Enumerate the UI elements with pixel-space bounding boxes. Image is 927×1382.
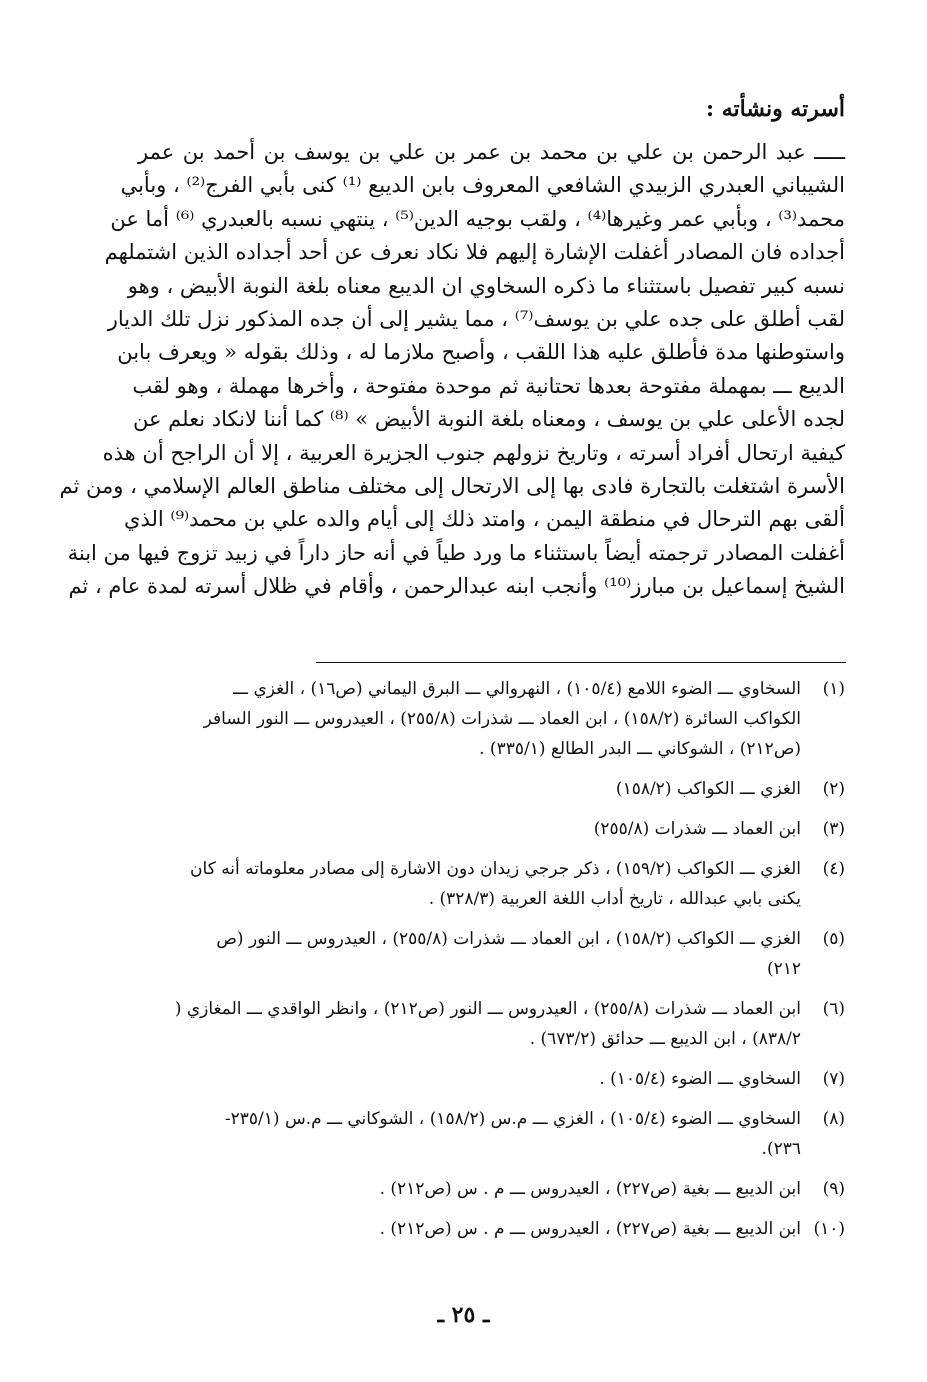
footnote-line: ابن الديبع ـــ بغية (ص٢٢٧) ، العيدروس ـــ م . س (ص٢١٢) .	[379, 1179, 801, 1199]
body-line: الشيخ إسماعيل بن مبارز⁽¹⁰⁾ وأنجب ابنه عبدالرحمن ، وأقام في ظلال أسرته لمدة عام ، ثم	[68, 574, 845, 599]
footnote-text	[138, 774, 801, 804]
footnote-line: يكنى بابي عبدالله ، تاريخ أداب اللغة العربية (٣٢٨/٣) .	[428, 889, 801, 909]
footnote-line: الغزي ـــ الكواكب (١٥٨/٢)	[615, 779, 801, 799]
footnote-line: الغزي ـــ الكواكب (١٥٩/٢) ، ذكر جرجي زيدان دون الاشارة إلى مصادر معلوماته أنه كان	[190, 859, 801, 879]
footnote	[138, 994, 845, 1054]
footnote-text	[138, 994, 801, 1054]
body-line: واستوطنها مدة فأطلق عليه هذا اللقب ، وأصبح ملازما له ، وذلك بقوله « ويعرف بابن	[117, 340, 845, 365]
footnote-text	[138, 674, 801, 764]
footnote	[138, 1174, 845, 1204]
footnote-text	[138, 1174, 801, 1204]
footnote	[138, 854, 845, 914]
body-text	[59, 136, 845, 603]
footnote-line: ابن العماد ـــ شذرات (٢٥٥/٨)	[593, 819, 801, 839]
page-number: ـ ٢٥ ـ	[437, 1302, 490, 1328]
footnote-text	[138, 1214, 801, 1244]
footnote-text	[138, 854, 801, 914]
footnote	[138, 674, 845, 764]
footnote-number: (٨)	[822, 1109, 845, 1129]
body-line: أجداده فان المصادر أغفلت الإشارة إليهم فلا نكاد نعرف عن أحد أجداده الذين اشتملهم	[104, 240, 845, 265]
body-line: كيفية ارتحال أفراد أسرته ، وتاريخ نزولهم جنوب الجزيرة العربية ، إلا أن الراجح أن هذه	[102, 440, 845, 465]
body-line: الديبع ـــ بمهملة مفتوحة بعدها تحتانية ثم موحدة مفتوحة ، وأخرها مهملة ، وهو لقب	[132, 373, 845, 398]
body-line: نسبه كبير تفصيل باستثناء ما ذكره السخاوي ان الديبع معناه بلغة النوبة الأبيض ، وهو	[127, 273, 845, 298]
body-line: محمد⁽³⁾ ، وبأبي عمر وغيرها⁽⁴⁾ ، ولقب بوجيه الدين⁽⁵⁾ ، ينتهي نسبه بالعبدري ⁽⁶⁾ أما عن	[110, 206, 845, 231]
footnote-number: (١)	[822, 679, 845, 699]
footnote-line: السخاوي ـــ الضوء اللامع (١٠٥/٤) ، النهروالي ـــ البرق اليماني (ص١٦) ، الغزي ـــ	[233, 679, 801, 699]
footnote-text	[138, 1104, 801, 1164]
footnote-line: السخاوي ـــ الضوء (١٠٥/٤) .	[599, 1069, 801, 1089]
body-line: ـــــ عبد الرحمن بن علي بن محمد بن عمر بن علي بن يوسف بن أحمد بن عمر	[138, 140, 845, 164]
footnote-line: السخاوي ـــ الضوء (١٠٥/٤) ، الغزي ـــ م.س (١٥٨/٢) ، الشوكاني ـــ م.س (٢٣٥/١-	[224, 1109, 801, 1129]
footnote-line: ٢٣٦).	[761, 1139, 801, 1159]
footnote-line: ٨٣٨/٢) ، ابن الديبع ـــ حدائق (٦٧٣/٢) .	[529, 1029, 801, 1049]
footnote	[138, 814, 845, 844]
footnote-text	[138, 924, 801, 984]
footnote-line: ابن العماد ـــ شذرات (٢٥٥/٨) ، العيدروس ـــ النور (ص٢١٢) ، وانظر الواقدي ـــ المغازي (	[174, 999, 801, 1019]
footnote	[138, 924, 845, 984]
footnote-line: (ص٢١٢) ، الشوكاني ـــ البدر الطالع (٣٣٥/١) .	[479, 739, 801, 759]
footnote-number: (٦)	[822, 999, 845, 1019]
body-line: أغفلت المصادر ترجمته أيضاً باستثناء ما ورد طياً في أنه حاز داراً في زبيد تزوج فيها من ابنة	[67, 540, 845, 565]
footnote-number: (٩)	[822, 1179, 845, 1199]
footnote-line: ٢١٢)	[766, 959, 801, 979]
footnote-number: (١٠)	[813, 1219, 845, 1239]
body-line: لقب أطلق على جده علي بن يوسف⁽⁷⁾ ، مما يشير إلى أن جده المذكور نزل تلك الديار	[107, 306, 845, 331]
footnote-line: الكواكب السائرة (١٥٨/٢) ، ابن العماد ـــ شذرات (٢٥٥/٨) ، العيدروس ـــ النور السافر	[203, 709, 801, 729]
footnote	[138, 1104, 845, 1164]
footnote-separator	[316, 662, 846, 663]
footnote-number: (٢)	[822, 779, 845, 799]
footnote-text	[138, 1064, 801, 1094]
footnote-number: (٣)	[822, 819, 845, 839]
footnote-number: (٤)	[822, 859, 845, 879]
footnote-number: (٥)	[822, 929, 845, 949]
footnote	[138, 774, 845, 804]
body-line: ألقى بهم الترحال في منطقة اليمن ، وامتد ذلك إلى أيام والده علي بن محمد⁽⁹⁾ الذي	[124, 507, 845, 532]
body-line: الشيباني العبدري الزبيدي الشافعي المعروف بابن الديبع ⁽¹⁾ كنى بأبي الفرج⁽²⁾ ، وبأبي	[120, 173, 845, 198]
footnotes	[138, 674, 845, 1254]
footnote-line: الغزي ـــ الكواكب (١٥٨/٢) ، ابن العماد ـــ شذرات (٢٥٥/٨) ، العيدروس ـــ النور (ص	[216, 929, 801, 949]
section-heading: أسرته ونشأته :	[705, 96, 845, 122]
body-line: الأسرة اشتغلت بالتجارة فادى بها إلى الارتحال إلى مختلف مناطق العالم الإسلامي ، ومن ثم	[59, 473, 845, 498]
footnote-number: (٧)	[822, 1069, 845, 1089]
footnote-text	[138, 814, 801, 844]
footnote	[138, 1214, 845, 1244]
body-line: لجده الأعلى علي بن يوسف ، ومعناه بلغة النوبة الأبيض » ⁽⁸⁾ كما أننا لانكاد نعلم عن	[132, 407, 845, 432]
footnote-line: ابن الديبع ـــ بغية (ص٢٢٧) ، العيدروس ـــ م . س (ص٢١٢) .	[379, 1219, 801, 1239]
footnote	[138, 1064, 845, 1094]
